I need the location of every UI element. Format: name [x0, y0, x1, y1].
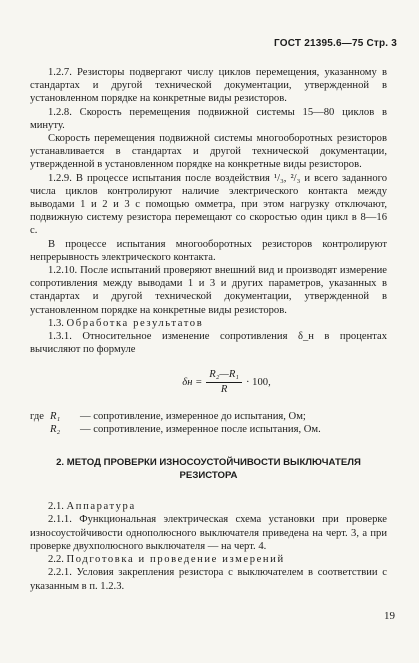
heading-2-1-title: Аппаратура: [66, 501, 136, 513]
paragraph-2-2-1: 2.2.1. Условия закрепления резистора с выключателем в соответствии с указанным в п. 1.2.3.: [30, 567, 387, 592]
definition-r2: [30, 423, 387, 436]
heading-1-3: [30, 317, 387, 330]
definition-r1-text: — сопротивление, измеренное до испытания, Ом;: [80, 410, 306, 422]
definition-r2-text: — сопротивление, измеренное после испытания, Ом.: [80, 424, 321, 436]
formula-rhs: · 100,: [246, 376, 271, 388]
formula-definitions: [30, 410, 387, 436]
paragraph-1-2-10: 1.2.10. После испытаний проверяют внешний вид и производят измерение сопротивления между выводами 1 и 3 и других параметров, указанных в стандартах и другой технической документации, утвержденной в установленном порядке на конкретные виды резисторов.: [30, 265, 387, 316]
body-text: [30, 66, 387, 593]
paragraph-1-2-9: 1.2.9. В процессе испытания после воздействия ¹/₃, ²/₃ и всего заданного числа циклов контролируют наличие электрического контакта между выводами 1 и 2 и 3 с помощью омметра, при этом нагрузку отключают, подвижную систему резистора перемещают со скоростью один цикл в 8—16 с.: [30, 172, 387, 237]
paragraph-2-1-1: 2.1.1. Функциональная электрическая схема установки при проверке износоустойчивости однополюсного выключателя приведена на черт. 3, а при проверке двухполюсного выключателя — на черт. 4.: [30, 514, 387, 552]
symbol-r2: R₂: [50, 424, 61, 436]
heading-2-2: [30, 553, 387, 566]
heading-2-1: [30, 500, 387, 513]
page-number: 19: [384, 610, 395, 622]
paragraph-continuity: В процессе испытания многооборотных резисторов контролируют непрерывность электрического контакта.: [30, 238, 387, 263]
standard-header: ГОСТ 21395.6—75 Стр. 3: [274, 38, 397, 49]
resistance-change-formula: [66, 368, 387, 395]
paragraph-1-2-7: 1.2.7. Резисторы подвергают числу циклов перемещения, указанному в стандартах и другой технической документации, утвержденной в установленном порядке на конкретные виды резисторов.: [30, 67, 387, 105]
formula-numerator: R₂—R₁: [206, 368, 242, 382]
formula-lhs: δн =: [182, 376, 203, 388]
formula-denominator: R: [220, 383, 228, 395]
definition-r1: [30, 410, 387, 423]
heading-1-3-number: 1.3.: [48, 317, 64, 329]
section-2-title: 2. МЕТОД ПРОВЕРКИ ИЗНОСОУСТОЙЧИВОСТИ ВЫКЛЮЧАТЕЛЯ РЕЗИСТОРА: [56, 457, 361, 482]
heading-2-2-number: 2.2.: [48, 554, 64, 566]
symbol-r1: R₁: [50, 410, 61, 422]
paragraph-1-2-8: 1.2.8. Скорость перемещения подвижной системы 15—80 циклов в минуту.: [30, 106, 387, 131]
where-label: где: [30, 410, 44, 422]
heading-2-1-number: 2.1.: [48, 501, 64, 513]
formula-fraction: [206, 368, 242, 395]
heading-2-2-title: Подготовка и проведение измерений: [66, 554, 285, 566]
paragraph-speed-multiturn: Скорость перемещения подвижной системы многооборотных резисторов устанавливается в стандартах и другой технической документации, утвержденной в установленном порядке на конкретные виды резисторов.: [30, 133, 387, 171]
heading-1-3-title: Обработка результатов: [66, 317, 204, 329]
paragraph-1-3-1: 1.3.1. Относительное изменение сопротивления δ_н в процентах вычисляют по формуле: [30, 331, 387, 356]
